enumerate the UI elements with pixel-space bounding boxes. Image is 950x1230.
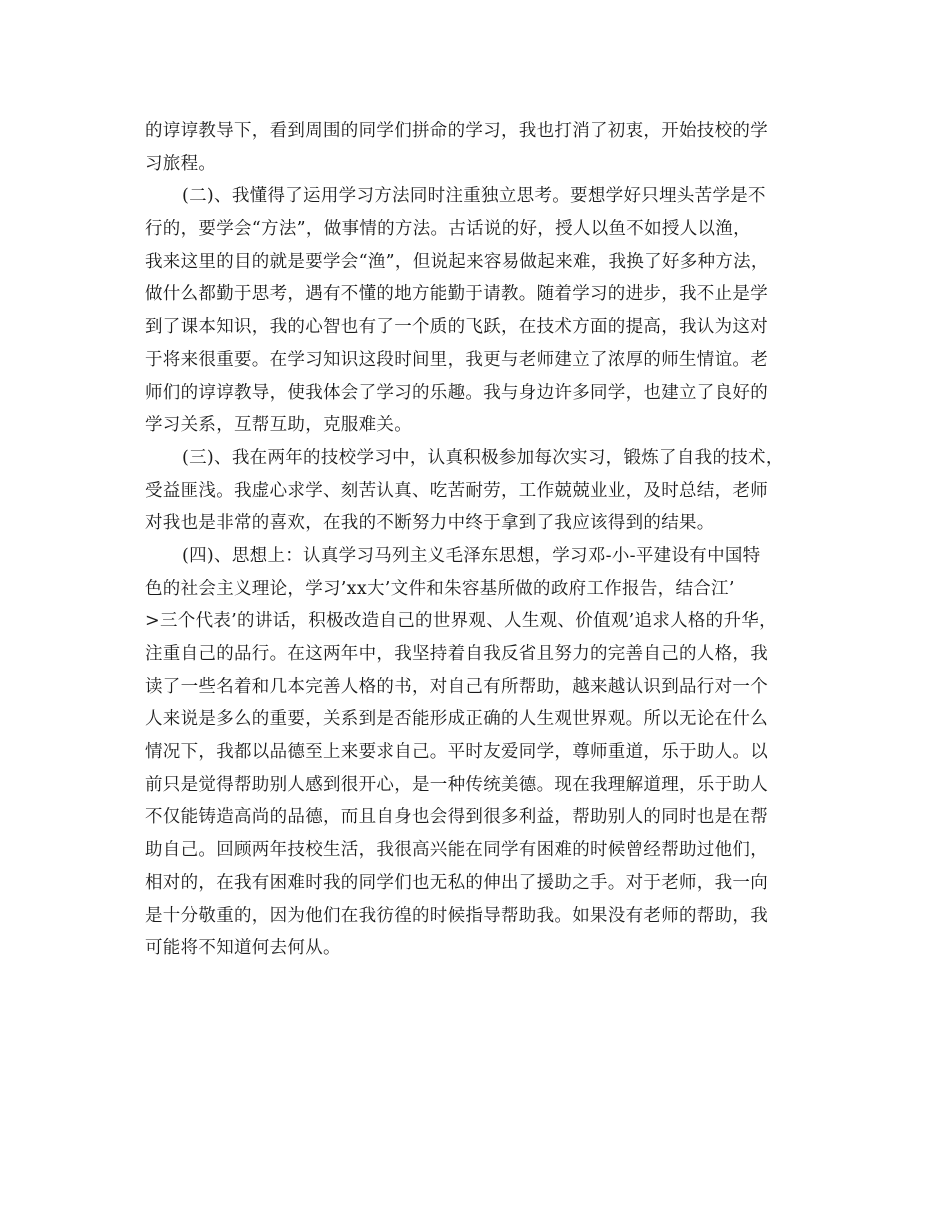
- text-line: 做什么都勤于思考，遇有不懂的地方能勤于请教。随着学习的进步，我不止是学: [145, 284, 768, 305]
- text-line: 师们的谆谆教导，使我体会了学习的乐趣。我与身边许多同学，也建立了良好的: [145, 382, 768, 403]
- text-line: 可能将不知道何去何从。: [145, 938, 341, 959]
- text-line: 人来说是多么的重要，关系到是否能形成正确的人生观世界观。所以无论在什么: [145, 709, 768, 730]
- text-line: 色的社会主义理论，学习’xx大’文件和朱容基所做的政府工作报告，结合江’: [145, 578, 735, 599]
- text-line: 到了课本知识，我的心智也有了一个质的飞跃，在技术方面的提高，我认为这对: [145, 317, 768, 338]
- text-line: 受益匪浅。我虚心求学、刻苦认真、吃苦耐劳，工作兢兢业业，及时总结，老师: [145, 480, 768, 501]
- text-line: 我来这里的目的就是要学会“渔”，但说起来容易做起来难，我换了好多种方法，: [145, 251, 769, 272]
- text-line: 情况下，我都以品德至上来要求自己。平时友爱同学，尊师重道，乐于助人。以: [145, 742, 768, 763]
- text-line: 对我也是非常的喜欢，在我的不断努力中终于拿到了我应该得到的结果。: [145, 513, 715, 534]
- paragraph-section-three: [145, 442, 825, 540]
- text-line: 习旅程。: [145, 153, 217, 174]
- text-line: >三个代表’的讲话，积极改造自己的世界观、人生观、价值观’追求人格的升华，: [145, 611, 777, 632]
- paragraph-intro-continuation: [145, 115, 825, 180]
- paragraph-section-two: [145, 180, 825, 442]
- text-line: 注重自己的品行。在这两年中，我坚持着自我反省且努力的完善自己的人格，我: [145, 644, 768, 664]
- text-line: 读了一些名着和几本完善人格的书，对自己有所帮助，越来越认识到品行对一个: [145, 676, 768, 697]
- text-line: 相对的，在我有困难时我的同学们也无私的伸出了援助之手。对于老师，我一向: [145, 872, 768, 893]
- text-line: 前只是觉得帮助别人感到很开心，是一种传统美德。现在我理解道理，乐于助人: [145, 774, 768, 795]
- text-line: 于将来很重要。在学习知识这段时间里，我更与老师建立了浓厚的师生情谊。老: [145, 349, 768, 370]
- document-body: [145, 115, 825, 965]
- paragraph-section-four: [145, 540, 825, 965]
- text-line: 的谆谆教导下，看到周围的同学们拼命的学习，我也打消了初衷，开始技校的学: [145, 121, 768, 141]
- text-line: 行的，要学会“方法”，做事情的方法。古话说的好，授人以鱼不如授人以渔，: [145, 219, 751, 240]
- text-line: 学习关系，互帮互助，克服难关。: [145, 415, 412, 436]
- text-line: (四)、思想上：认真学习马列主义毛泽东思想，学习邓-小-平建设有中国特: [182, 545, 761, 566]
- text-line: 不仅能铸造高尚的品德，而且自身也会得到很多利益，帮助别人的同时也是在帮: [145, 807, 768, 828]
- text-line: (三)、我在两年的技校学习中，认真积极参加每次实习，锻炼了自我的技术，: [182, 447, 784, 468]
- text-line: (二)、我懂得了运用学习方法同时注重独立思考。要想学好只埋头苦学是不: [182, 186, 766, 207]
- text-line: 助自己。回顾两年技校生活，我很高兴能在同学有困难的时候曾经帮助过他们，: [145, 840, 768, 861]
- text-line: 是十分敬重的，因为他们在我彷徨的时候指导帮助我。如果没有老师的帮助，我: [145, 905, 768, 926]
